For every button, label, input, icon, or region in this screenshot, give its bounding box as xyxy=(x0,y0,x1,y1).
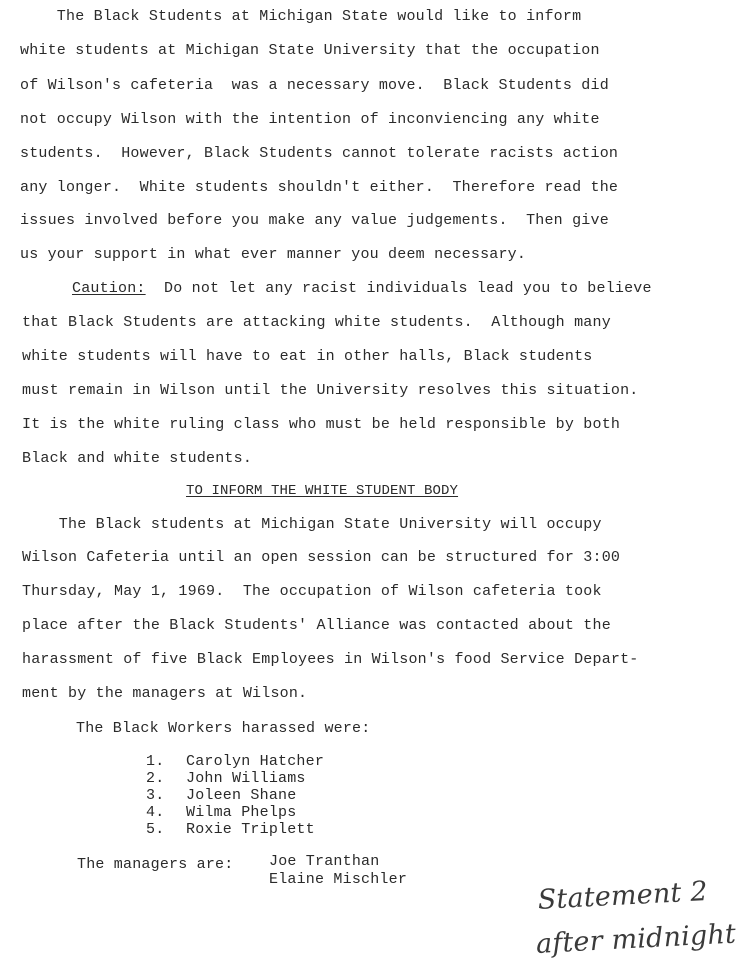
text-line: ment by the managers at Wilson. xyxy=(22,685,308,702)
text-line: place after the Black Students' Alliance was contacted about the xyxy=(22,617,611,634)
text-line: The Black Students at Michigan State would like to inform xyxy=(20,8,582,25)
handwritten-line-2: after midnight xyxy=(535,918,737,961)
list-number: 1. xyxy=(146,753,165,770)
text-line: It is the white ruling class who must be held responsible by both xyxy=(22,416,621,433)
worker-name: Carolyn Hatcher xyxy=(186,753,325,770)
caution-first-line-text: Do not let any racist individuals lead you to believe xyxy=(145,280,652,297)
worker-name: Roxie Triplett xyxy=(186,821,315,838)
text-line: any longer. White students shouldn't either. Therefore read the xyxy=(20,179,619,196)
text-line: Wilson Cafeteria until an open session can be structured for 3:00 xyxy=(22,549,621,566)
handwritten-line-1: Statement 2 xyxy=(536,876,709,916)
list-item xyxy=(146,753,324,770)
list-item xyxy=(146,821,315,838)
list-number: 4. xyxy=(146,804,165,821)
workers-intro: The Black Workers harassed were: xyxy=(76,720,371,737)
caution-first-line xyxy=(72,280,652,298)
worker-name: John Williams xyxy=(186,770,306,787)
manager-name: Elaine Mischler xyxy=(269,871,408,888)
worker-name: Joleen Shane xyxy=(186,787,297,804)
list-number: 3. xyxy=(146,787,165,804)
text-line: must remain in Wilson until the University resolves this situation. xyxy=(22,382,639,399)
text-line: not occupy Wilson with the intention of inconviencing any white xyxy=(20,111,600,128)
text-line: of Wilson's cafeteria was a necessary move. Black Students did xyxy=(20,77,609,94)
text-line: students. However, Black Students cannot tolerate racists action xyxy=(20,145,619,162)
list-number: 2. xyxy=(146,770,165,787)
caution-label: Caution: xyxy=(72,280,146,297)
text-line: Thursday, May 1, 1969. The occupation of Wilson cafeteria took xyxy=(22,583,602,600)
text-line: Black and white students. xyxy=(22,450,253,467)
list-item xyxy=(146,787,296,804)
list-item xyxy=(146,804,296,821)
handwritten-note xyxy=(532,872,747,962)
list-number: 5. xyxy=(146,821,165,838)
text-line: white students will have to eat in other halls, Black students xyxy=(22,348,593,365)
managers-label: The managers are: xyxy=(77,856,234,873)
list-item xyxy=(146,770,306,787)
text-line: us your support in what ever manner you deem necessary. xyxy=(20,246,527,263)
text-line: harassment of five Black Employees in Wilson's food Service Depart- xyxy=(22,651,639,668)
text-line: white students at Michigan State University that the occupation xyxy=(20,42,600,59)
worker-name: Wilma Phelps xyxy=(186,804,297,821)
text-line: issues involved before you make any value judgements. Then give xyxy=(20,212,609,229)
text-line: The Black students at Michigan State University will occupy xyxy=(22,516,602,533)
text-line: that Black Students are attacking white students. Although many xyxy=(22,314,611,331)
manager-name: Joe Tranthan xyxy=(269,853,380,870)
section-heading: TO INFORM THE WHITE STUDENT BODY xyxy=(186,483,459,499)
